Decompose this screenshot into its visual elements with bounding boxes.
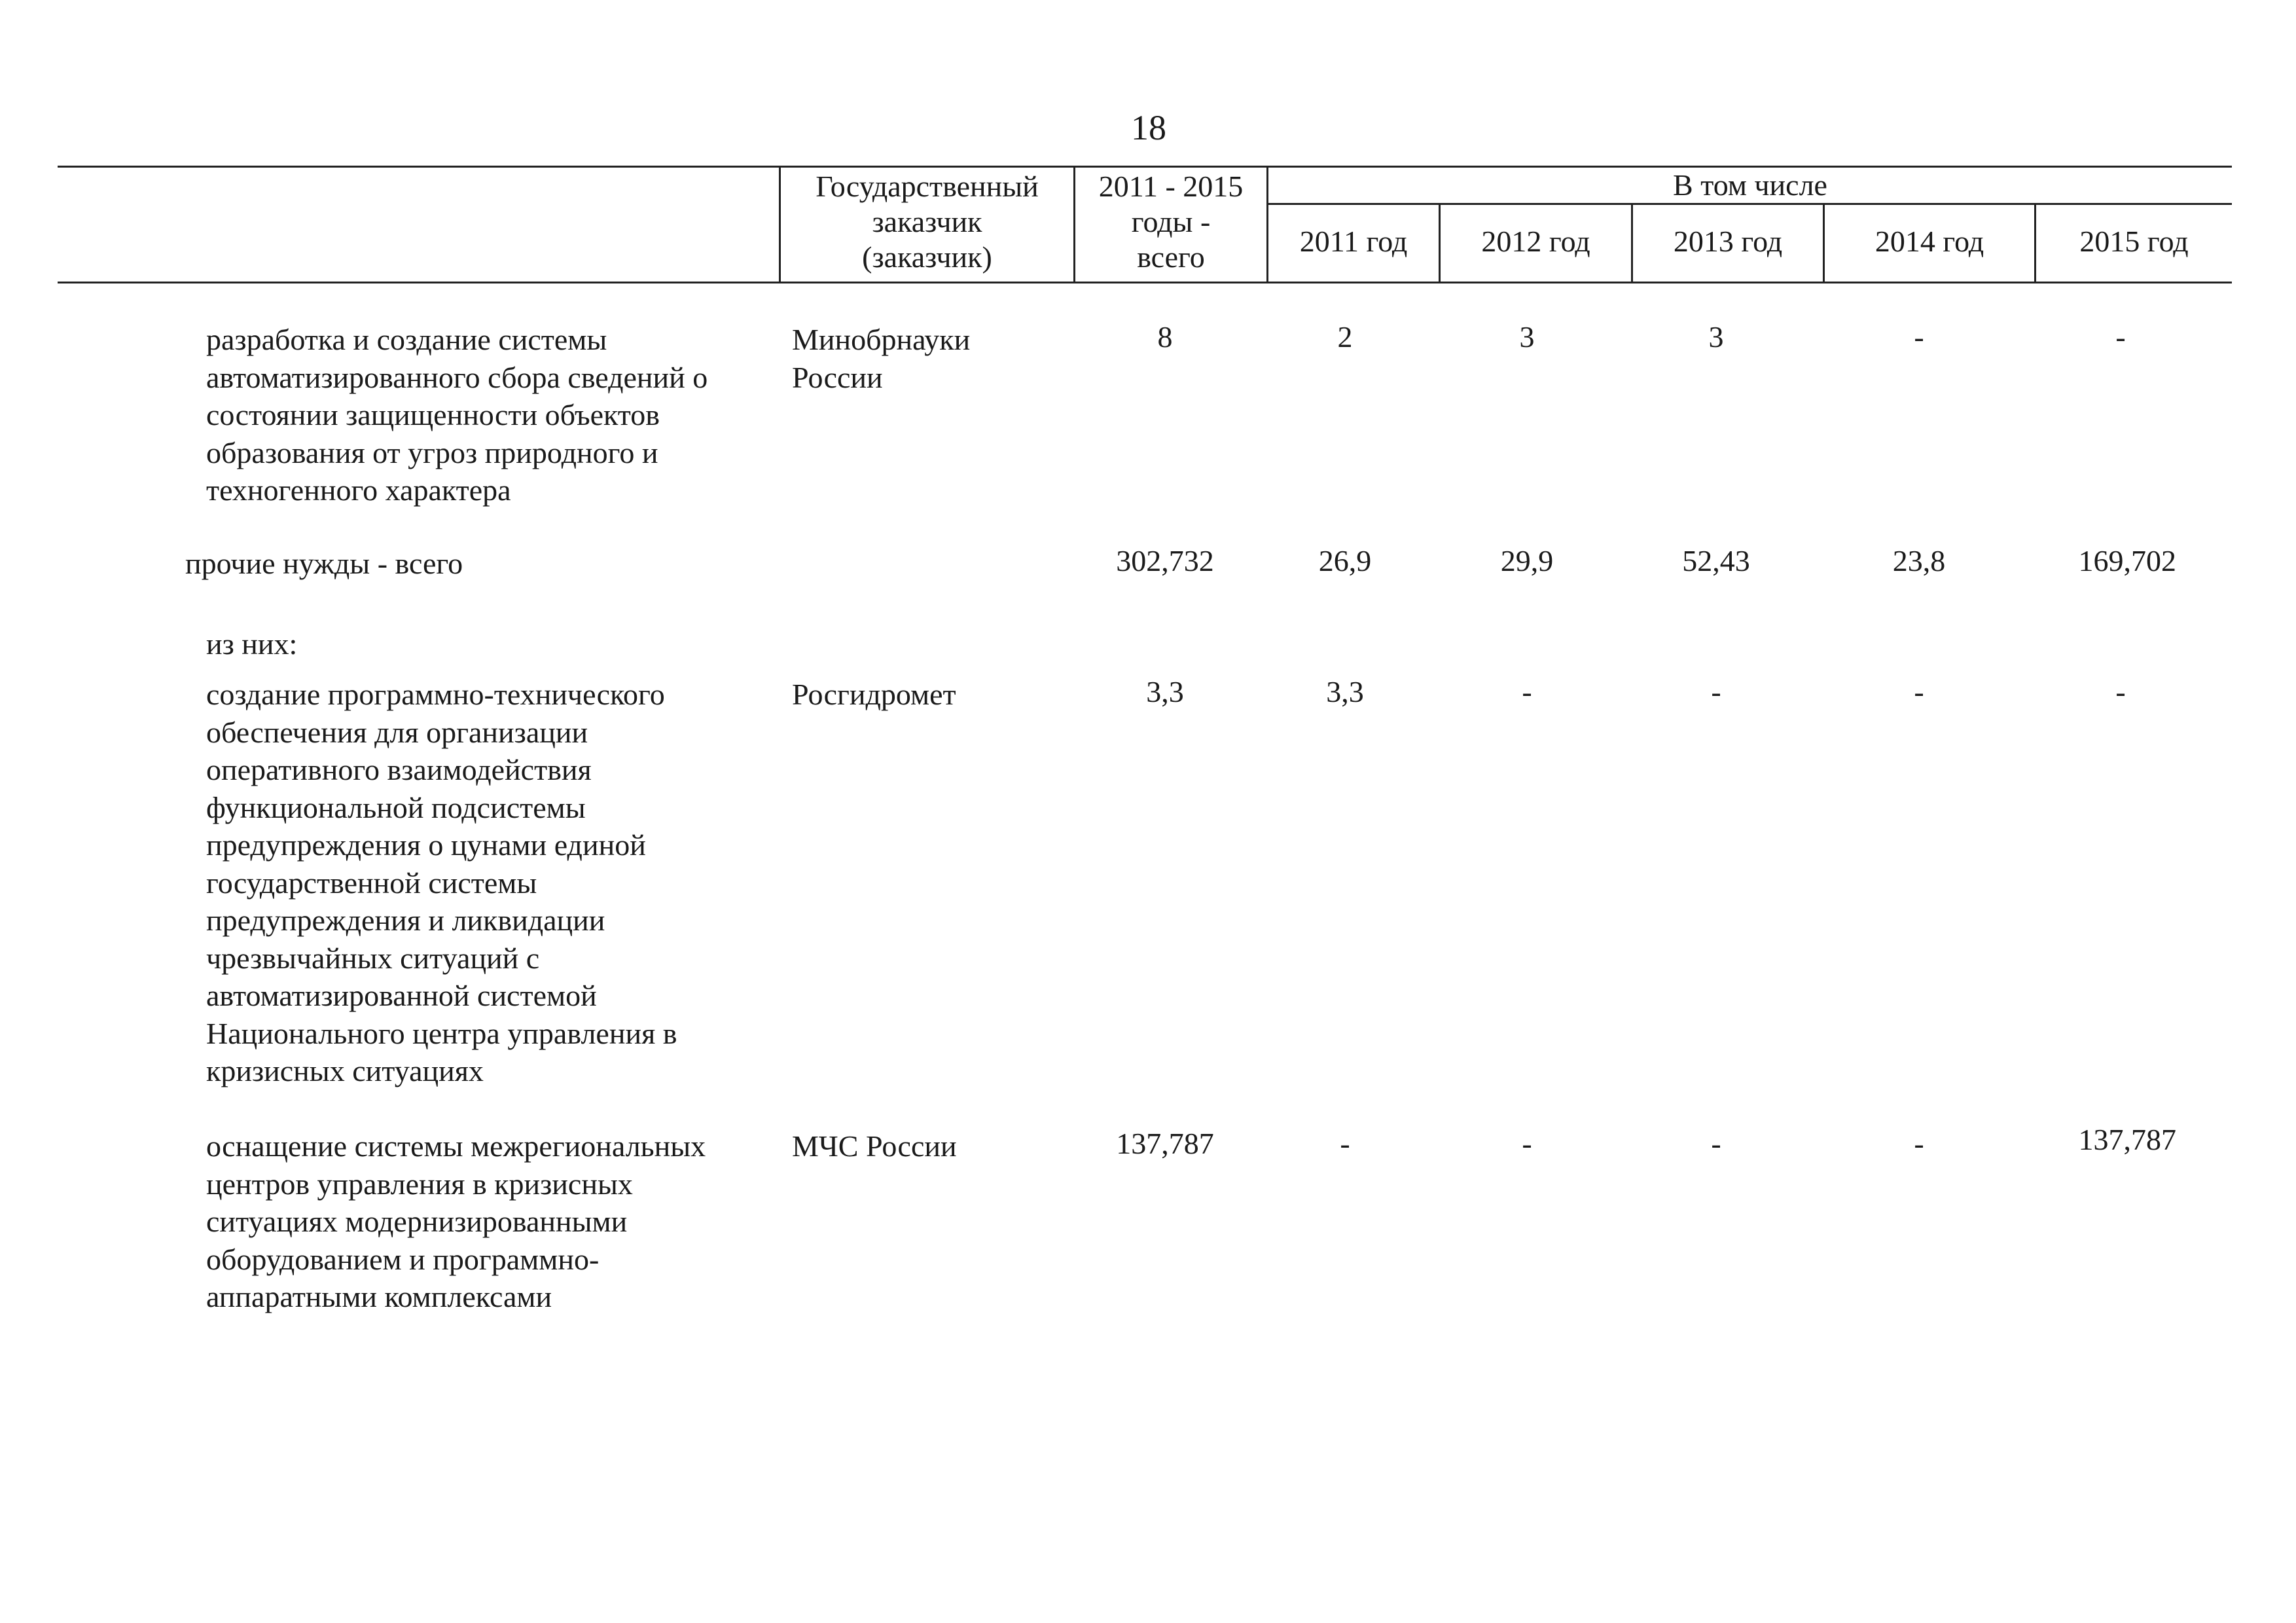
- header-customer-line: Государственный: [816, 170, 1039, 203]
- row-1-name-line: состоянии защищенности объектов: [206, 398, 660, 431]
- row-1-value-2012: 3: [1519, 320, 1535, 354]
- row-5-name-line: аппаратными комплексами: [206, 1280, 552, 1313]
- header-year-2012: 2012 год: [1481, 225, 1590, 258]
- header-year-2013: 2013 год: [1673, 225, 1783, 258]
- row-2-total: 302,732: [1116, 544, 1214, 577]
- header-customer-line: (заказчик): [862, 240, 992, 274]
- row-2-value-2015: 169,702: [2078, 544, 2176, 577]
- row-4-name-line: чрезвычайных ситуаций с: [206, 941, 540, 975]
- row-1-name-line: образования от угроз природного и: [206, 435, 658, 469]
- header-total: [1075, 169, 1266, 275]
- row-1-name-line: автоматизированного сбора сведений о: [206, 360, 708, 394]
- row-4-name-line: обеспечения для организации: [206, 715, 588, 749]
- row-5-value-2013: -: [1711, 1127, 1721, 1160]
- header-year-2011: 2011 год: [1299, 225, 1408, 258]
- row-4-name-line: функциональной подсистемы: [206, 790, 586, 824]
- row-5-total: 137,787: [1116, 1127, 1214, 1160]
- row-1-customer: [792, 321, 970, 396]
- row-5-value-2014: -: [1914, 1127, 1924, 1160]
- header-including: В том числе: [1673, 168, 1827, 202]
- row-4-name-line: автоматизированной системой: [206, 979, 597, 1012]
- row-5-name-line: оснащение системы межрегиональных: [206, 1129, 706, 1163]
- row-4-customer-line: Росгидромет: [792, 678, 956, 711]
- row-5-customer-line: МЧС России: [792, 1129, 957, 1163]
- row-5-value-2011: -: [1340, 1127, 1350, 1160]
- row-1-name-line: разработка и создание системы: [206, 323, 607, 356]
- row-5-customer: [792, 1127, 957, 1165]
- row-4-value-2014: -: [1914, 675, 1924, 708]
- row-4-value-2012: -: [1522, 675, 1532, 708]
- row-2-value-2012: 29,9: [1500, 544, 1554, 577]
- row-4-name-line: предупреждения о цунами единой: [206, 828, 646, 862]
- row-1-value-2014: -: [1914, 320, 1924, 354]
- row-4-value-2015: -: [2115, 675, 2126, 708]
- row-4-name-line: кризисных ситуациях: [206, 1054, 484, 1087]
- row-5-name: [206, 1127, 706, 1316]
- row-1-value-2011: 2: [1337, 320, 1353, 354]
- row-5-name-line: ситуациях модернизированными: [206, 1205, 628, 1238]
- row-4-value-2011: 3,3: [1326, 675, 1364, 708]
- row-2-value-2013: 52,43: [1682, 544, 1750, 577]
- row-1-total: 8: [1157, 320, 1173, 354]
- row-2-value-2014: 23,8: [1892, 544, 1946, 577]
- row-4-name-line: создание программно-технического: [206, 678, 665, 711]
- row-3-name: [206, 625, 297, 663]
- row-5-value-2015: 137,787: [2078, 1123, 2176, 1156]
- row-3-name-line: из них:: [206, 627, 298, 661]
- row-1-name: [206, 321, 708, 509]
- header-total-line: годы -: [1131, 205, 1211, 238]
- row-4-name-line: оперативного взаимодействия: [206, 753, 592, 786]
- header-year-2014: 2014 год: [1874, 225, 1984, 258]
- row-4-customer: [792, 676, 956, 714]
- row-4-value-2013: -: [1711, 675, 1721, 708]
- header-total-line: 2011 - 2015: [1098, 170, 1244, 203]
- row-5-value-2012: -: [1522, 1127, 1532, 1160]
- row-4-total: 3,3: [1146, 675, 1184, 708]
- header-customer-line: заказчик: [872, 205, 982, 238]
- header-subheader-rule: [1266, 203, 2232, 205]
- header-total-line: всего: [1137, 240, 1205, 274]
- row-1-value-2013: 3: [1708, 320, 1724, 354]
- header-bottom-rule: [58, 282, 2232, 283]
- row-4-name-line: Национального центра управления в: [206, 1016, 677, 1050]
- row-4-name-line: предупреждения и ликвидации: [206, 903, 605, 937]
- header-customer: [781, 169, 1073, 275]
- row-4-name: [206, 676, 677, 1090]
- row-1-customer-line: Минобрнауки: [792, 323, 971, 356]
- row-2-value-2011: 26,9: [1318, 544, 1372, 577]
- row-5-name-line: центров управления в кризисных: [206, 1167, 633, 1201]
- row-1-name-line: техногенного характера: [206, 473, 511, 507]
- page-number: 18: [1131, 108, 1166, 147]
- row-4-name-line: государственной системы: [206, 866, 537, 900]
- row-1-customer-line: России: [792, 360, 883, 394]
- row-2-name: [185, 545, 463, 583]
- header-year-2015: 2015 год: [2079, 225, 2189, 258]
- row-5-name-line: оборудованием и программно-: [206, 1242, 600, 1276]
- row-1-value-2015: -: [2115, 320, 2126, 354]
- row-2-name-line: прочие нужды - всего: [185, 547, 463, 580]
